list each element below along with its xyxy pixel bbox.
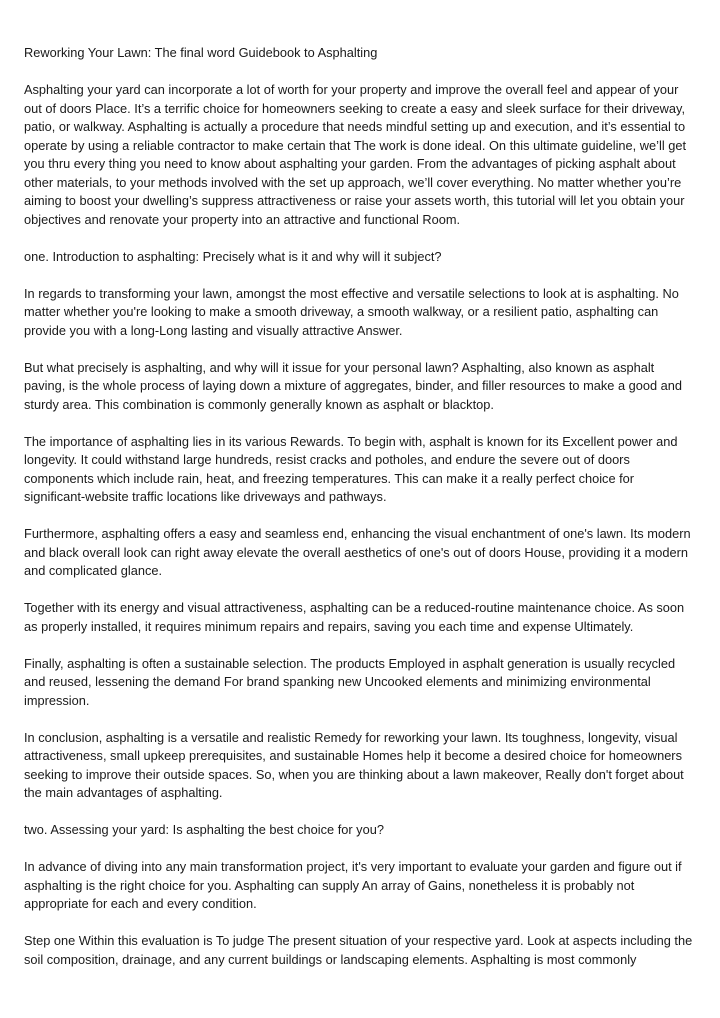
document-body xyxy=(24,44,696,988)
paragraph: Together with its energy and visual attractiveness, asphalting can be a reduced-routine maintenance choice. As soon as properly installed, it requires minimum repairs and repairs, saving you each time and expense Ultimately. xyxy=(24,600,685,634)
section-heading-one: one. Introduction to asphalting: Precisely what is it and why will it subject? xyxy=(24,248,442,264)
paragraph: Furthermore, asphalting offers a easy and seamless end, enhancing the visual enchantment of one's lawn. Its modern and black overall look can right away elevate the overall aesthetics of one's out of doors House, providing it a modern and complicated glance. xyxy=(24,526,691,578)
paragraph: In advance of diving into any main transformation project, it's very important to evaluate your garden and figure out if asphalting is the right choice for you. Asphalting can supply An array of Gains, nonetheless it is probably not appropriate for each and every condition. xyxy=(24,859,682,911)
paragraph: In conclusion, asphalting is a versatile and realistic Remedy for reworking your lawn. Its toughness, longevity, visual attractiveness, small upkeep prerequisites, and sustainable Homes help it become a desired choice for homeowners seeking to improve their outside spaces. So, when you are thinking about a lawn makeover, Really don't forget about the main advantages of asphalting. xyxy=(24,729,684,800)
paragraph: Step one Within this evaluation is To judge The present situation of your respective yard. Look at aspects including the soil composition, drainage, and any current buildings or landscaping elements. Asphalting is most commonly xyxy=(24,933,693,967)
section-heading-two: two. Assessing your yard: Is asphalting the best choice for you? xyxy=(24,822,384,837)
paragraph-intro: Asphalting your yard can incorporate a lot of worth for your property and improve the overall feel and appear of your out of doors Place. It’s a terrific choice for homeowners seeking to create a easy and sleek surface for their driveway, patio, or walkway. Asphalting is actually a procedure that needs mindful setting up and execution, and it’s essential to operate by using a reliable contractor to make certain that The work is done ideal. On this ultimate guideline, we’ll get you thru every thing you need to know about asphalting your garden. From the advantages of picking asphalt about other materials, to your methods involved with the set up approach, we’ll cover everything. No matter whether you’re aiming to boost your dwelling’s suppress attractiveness or raise your assets worth, this tutorial will let you obtain your objectives and renovate your property into an attractive and functional Room. xyxy=(24,82,687,227)
paragraph: In regards to transforming your lawn, amongst the most effective and versatile selections to look at is asphalting. No matter whether you're looking to make a smooth driveway, a smooth walkway, or a resilient patio, asphalting can provide you with a long-Long lasting and visually attractive Answer. xyxy=(24,285,679,338)
paragraph: Finally, asphalting is often a sustainable selection. The products Employed in asphalt generation is usually recycled and reused, lessening the demand For brand spanking new Uncooked elements and minimizing environmental impression. xyxy=(24,655,676,708)
document-title: Reworking Your Lawn: The final word Guidebook to Asphalting xyxy=(24,45,378,60)
paragraph: The importance of asphalting lies in its various Rewards. To begin with, asphalt is known for its Excellent power and longevity. It could withstand large hundreds, resist cracks and potholes, and endure the severe out of doors components which include rain, heat, and freezing temperatures. This can make it a really perfect choice for significant-website traffic locations like driveways and pathways. xyxy=(24,433,678,504)
paragraph: But what precisely is asphalting, and why will it issue for your personal lawn? Asphalting, also known as asphalt paving, is the whole process of laying down a mixture of aggregates, binder, and filler resources to make a good and sturdy area. This combination is commonly generally known as asphalt or blacktop. xyxy=(24,359,683,412)
